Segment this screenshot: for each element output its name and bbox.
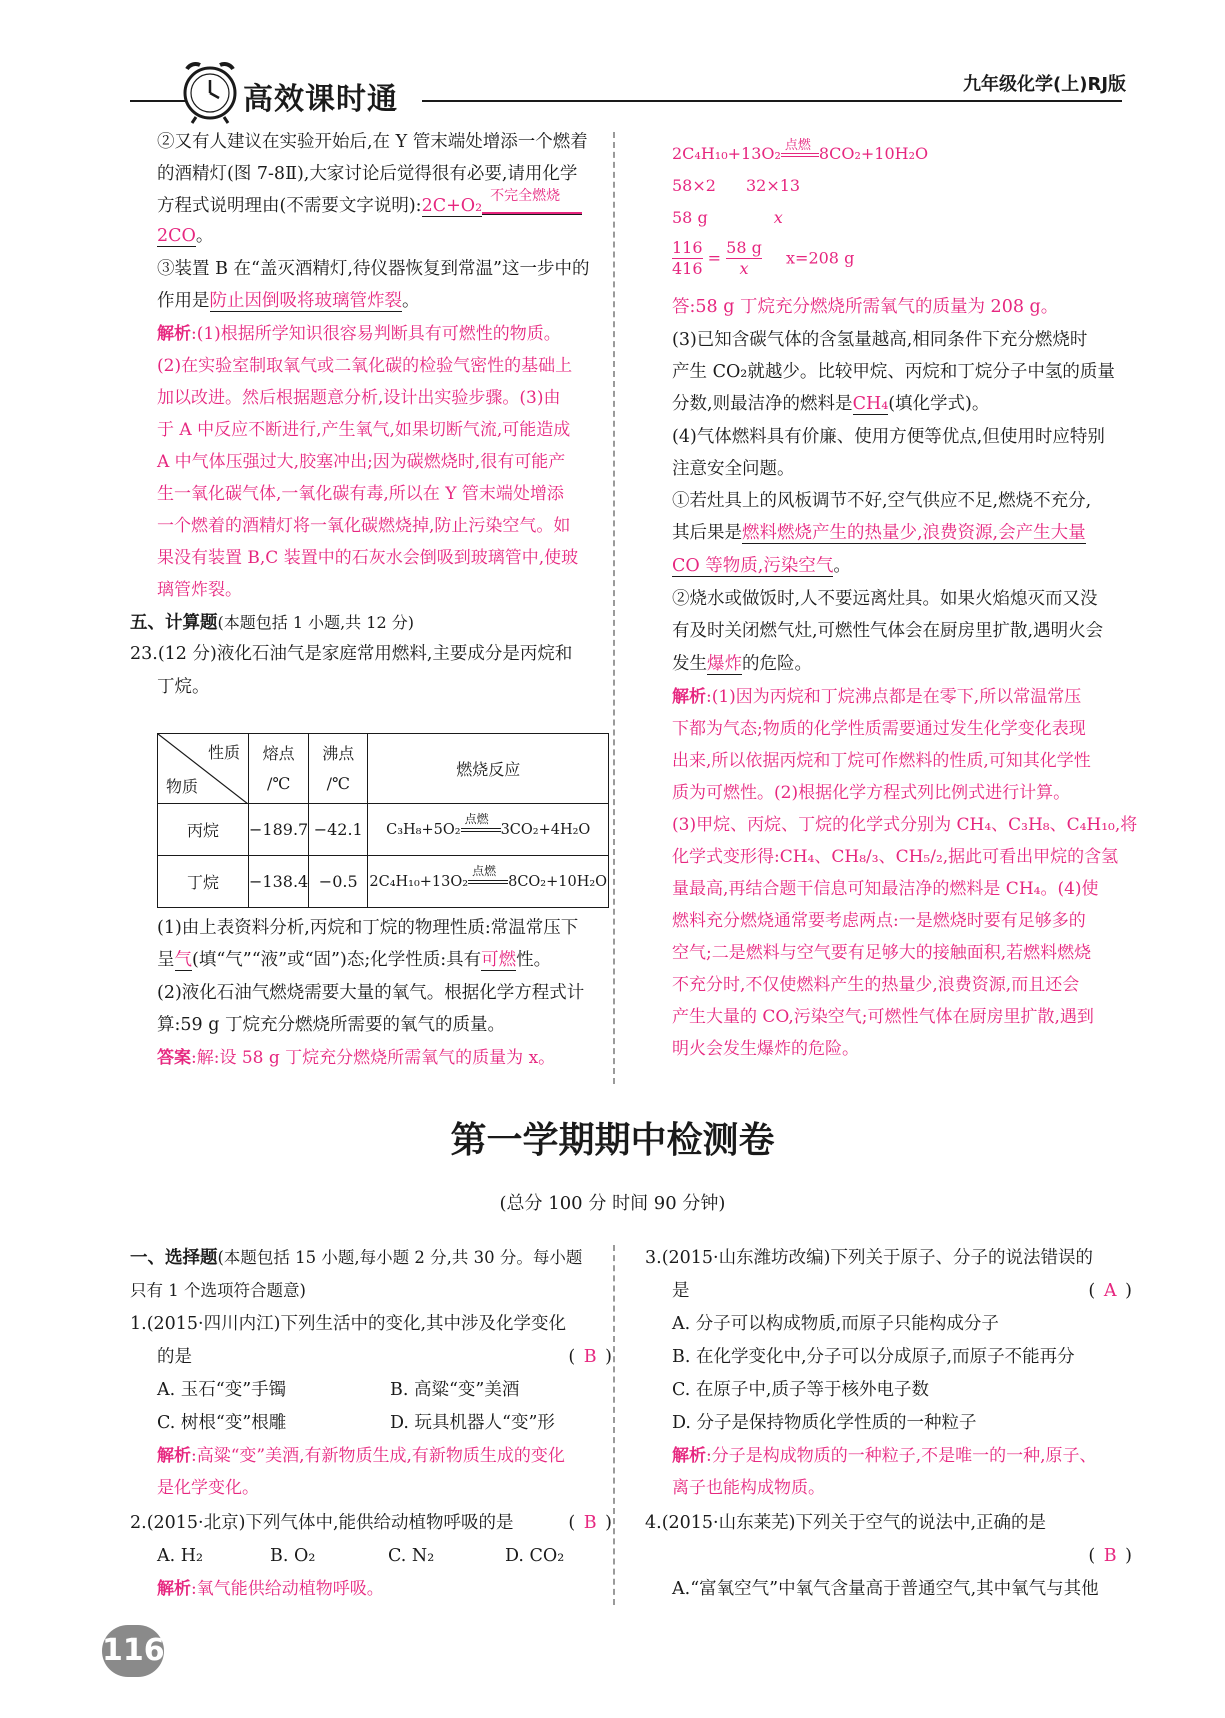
cell-name: 丁烷 [158,856,249,908]
brand-title: 高效课时通 [243,82,398,117]
explanation-line [672,686,1081,708]
section-title: 一、选择题 [130,1248,218,1268]
explanation-line [672,1445,1097,1467]
cell-reaction [368,856,609,908]
eq-arrow [468,863,508,884]
question-stem: 4.(2015·山东莱芜)下列关于空气的说法中,正确的是 [645,1513,1047,1533]
explanation-line: 于 A 中反应不断进行,产生氧气,如果切断气流,可能造成 [157,420,571,440]
explanation-line: 出来,所以依据丙烷和丁烷可作燃料的性质,可知其化学性 [672,751,1091,771]
calc-value: 58 g [672,208,708,227]
section-note: (本题包括 15 小题,每小题 2 分,共 30 分。每小题 [217,1248,583,1267]
page-number-badge [102,1625,164,1677]
explanation-line: 下都为气态;物质的化学性质需要通过发生化学变化表现 [672,719,1086,739]
exam-title: 第一学期期中检测卷 [450,1119,775,1161]
question-stem: 2.(2015·北京)下列气体中,能供给动植物呼吸的是 ( B ) [130,1513,612,1533]
table-row [158,856,609,908]
text-line [157,225,213,247]
explanation-line: 质为可燃性。(2)根据化学方程式列比例式进行计算。 [672,783,1071,803]
fraction [726,238,762,279]
text-suffix: 的危险。 [742,654,812,674]
text-line [157,290,420,312]
section-heading [130,1247,582,1269]
header-boiling-point [309,734,368,804]
alarm-clock-icon [178,55,242,125]
answer-eq-left: 2C+O₂ [421,196,483,216]
explanation-text: :氧气能供给动植物呼吸。 [191,1579,384,1599]
table-header-diagonal [158,734,249,804]
text-line [157,187,582,217]
calc-value: x [773,208,783,227]
section-note: (本题包括 1 小题,共 12 分) [217,613,414,632]
question-stem: 是 ( A ) [672,1281,1132,1301]
header-label: 沸点 [322,743,355,763]
explanation-label: 解析 [157,324,191,344]
question-stem: 3.(2015·山东潍坊改编)下列关于原子、分子的说法错误的 [645,1248,1093,1268]
eq-right: 3CO₂+4H₂O [500,821,591,838]
text-mid: (填“气”“液”或“固”)态;化学性质:具有 [192,950,482,970]
section-note: 只有 1 个选项符合题意) [130,1281,306,1300]
denominator: x [739,259,749,278]
option: B. 高粱“变”美酒 [390,1380,520,1400]
option: C. 在原子中,质子等于核外电子数 [672,1380,929,1400]
header-rule-right [422,100,1122,102]
eq-right: 8CO₂+10H₂O [508,873,608,890]
explanation-line: 明火会发生爆炸的危险。 [672,1039,859,1059]
answer-fill: 气 [174,950,192,970]
calc-line [672,175,800,197]
eq-condition: 点燃 [464,811,489,826]
calc-result: x=208 g [786,248,855,268]
property-table [157,733,609,908]
explanation-line [157,323,561,345]
result-line: 答:58 g 丁烷充分燃烧所需氧气的质量为 208 g。 [672,297,1059,317]
question-stem: 23.(12 分)液化石油气是家庭常用燃料,主要成分是丙烷和 [130,644,573,664]
cell-boiling: −42.1 [309,804,368,856]
calc-value: 58×2 [672,176,716,195]
text-prefix: 方程式说明理由(不需要文字说明): [157,196,422,216]
explanation-line: 是化学变化。 [157,1478,259,1498]
text-suffix: 是 [672,1281,690,1301]
section-heading [130,612,414,634]
numerator: 116 [672,238,703,257]
option: C. 树根“变”根雕 [157,1413,287,1433]
answer-fill: 防止因倒吸将玻璃管炸裂 [209,291,402,311]
text-line [672,653,812,675]
explanation-text: :高粱“变”美酒,有新物质生成,有新物质生成的变化 [191,1446,565,1466]
explanation-line: 离子也能构成物质。 [672,1478,825,1498]
text-suffix: 的是 [157,1347,192,1367]
option: A. H₂ [157,1546,204,1566]
eq-arrow [781,137,819,157]
explanation-line: 燃料充分燃烧通常要考虑两点:一是燃烧时要有足够多的 [672,911,1086,931]
header-substance: 物质 [166,777,199,796]
choice-answer: B [583,1513,597,1533]
column-divider [613,1245,615,1605]
eq-left: 2C₄H₁₀+13O₂ [672,144,781,163]
option: C. N₂ [388,1546,435,1566]
text-line: 产生 CO₂就越少。比较甲烷、丙烷和丁烷分子中氢的质量 [672,362,1115,382]
text-line: (2)液化石油气燃烧需要大量的氧气。根据化学方程式计 [157,983,585,1003]
explanation-text: :分子是构成物质的一种粒子,不是唯一的一种,原子、 [706,1446,1097,1466]
explanation-line: A 中气体压强过大,胶塞冲出;因为碳燃烧时,很有可能产 [157,452,566,472]
cell-reaction [368,804,609,856]
explanation-line: 量最高,再结合题干信息可知最洁净的燃料是 CH₄。(4)使 [672,879,1099,899]
numerator: 58 g [726,238,762,257]
explanation-line [157,1578,384,1600]
question-stem: 1.(2015·四川内江)下列生活中的变化,其中涉及化学变化 [130,1314,567,1334]
text-line: ①若灶具上的风板调节不好,空气供应不足,燃烧不充分, [672,491,1092,511]
option: A. 玉石“变”手镯 [157,1380,287,1400]
text-line: (1)由上表资料分析,丙烷和丁烷的物理性质:常温常压下 [157,918,579,938]
text-line: (4)气体燃料具有价廉、使用方便等优点,但使用时应特别 [672,427,1105,447]
explanation-line: 化学式变形得:CH₄、CH₈/₃、CH₅/₂,据此可看出甲烷的含氢 [672,847,1119,867]
calc-value: 32×13 [745,176,801,195]
answer-label: 答案 [157,1048,191,1068]
explanation-line: 产生大量的 CO,污染空气;可燃性气体在厨房里扩散,遇到 [672,1007,1094,1027]
answer-fill: CH₄ [852,394,889,414]
exam-subtitle: (总分 100 分 时间 90 分钟) [499,1193,726,1214]
explanation-text: :(1)因为丙烷和丁烷沸点都是在零下,所以常温常压 [706,687,1082,707]
explanation-line: 加以改进。然后根据题意分析,设计出实验步骤。(3)由 [157,388,561,408]
reaction-condition-label: 不完全燃烧 [490,187,561,204]
text-prefix: 作用是 [157,291,210,311]
cell-melting: −189.7 [249,804,309,856]
text-prefix: 分数,则最洁净的燃料是 [672,394,853,414]
option: A. 分子可以构成物质,而原子只能构成分子 [672,1314,999,1334]
text-line: 有及时关闭燃气灶,可燃性气体会在厨房里扩散,遇明火会 [672,621,1104,641]
question-text: 2.(2015·北京)下列气体中,能供给动植物呼吸的是 [130,1513,514,1533]
explanation-line: 生一氧化碳气体,一氧化碳有毒,所以在 Y 管末端处增添 [157,484,564,504]
explanation-label: 解析 [157,1446,191,1466]
answer-fill: 爆炸 [707,654,742,674]
explanation-line [157,1445,565,1467]
text-prefix: 发生 [672,654,707,674]
text-line [672,393,989,415]
table-row [158,804,609,856]
explanation-label: 解析 [672,687,706,707]
proportion: $\frac{116}{416}$ = $\frac{58 g}{x}$ x=208 g [672,238,855,278]
equation-line [672,137,929,165]
denominator: 416 [672,259,703,278]
eq-condition: 点燃 [784,137,811,153]
option: B. 在化学变化中,分子可以分成原子,而原子不能再分 [672,1347,1075,1367]
section-title: 五、计算题 [130,613,218,633]
eq-left: 2C₄H₁₀+13O₂ [369,873,469,890]
punct: 。 [402,291,420,311]
question-stem: 的是 ( B ) [157,1347,612,1367]
text-suffix: 性。 [516,950,552,970]
text-line: ②烧水或做饭时,人不要远离灶具。如果火焰熄灭而又没 [672,589,1098,609]
explanation-label: 解析 [157,1579,191,1599]
text-line [672,522,1086,544]
text-line: 算:59 g 丁烷充分燃烧所需要的氧气的质量。 [157,1015,505,1035]
cell-melting: −138.4 [249,856,309,908]
choice-answer: A [1103,1281,1117,1301]
answer-line [157,1047,555,1069]
page-number: 116 [102,1633,165,1668]
choice-answer: B [583,1347,597,1367]
eq-condition: 点燃 [472,863,497,878]
answer-text: :解:设 58 g 丁烷充分燃烧所需氧气的质量为 x。 [191,1048,556,1068]
explanation-line: 不充分时,不仅使燃料产生的热量少,浪费资源,而且还会 [672,975,1080,995]
explanation-line: 空气;二是燃料与空气要有足够大的接触面积,若燃料燃烧 [672,943,1092,963]
eq-arrow [461,811,501,832]
fraction [672,238,703,279]
option: D. 玩具机器人“变”形 [390,1413,555,1433]
option: A.“富氧空气”中氧气含量高于普通空气,其中氧气与其他 [672,1579,1099,1599]
answer-fill: 燃料燃烧产生的热量少,浪费资源,会产生大量 [742,523,1086,543]
reaction-condition [482,187,582,215]
header-reaction: 燃烧反应 [368,734,609,804]
explanation-label: 解析 [672,1446,706,1466]
text-line: 注意安全问题。 [672,459,795,479]
header-label: 熔点 [262,743,295,763]
punct: 。 [833,556,851,576]
explanation-line: (2)在实验室制取氧气或二氧化碳的检验气密性的基础上 [157,356,573,376]
cell-boiling: −0.5 [309,856,368,908]
eq-left: C₃H₈+5O₂ [386,821,461,838]
text-suffix: (填化学式)。 [888,394,990,414]
punct: 。 [195,226,214,246]
header-unit: /℃ [326,773,350,793]
text-line: (3)已知含碳气体的含氢量越高,相同条件下充分燃烧时 [672,330,1088,350]
text-prefix: 呈 [157,950,175,970]
explanation-line: 果没有装置 B,C 装置中的石灰水会倒吸到玻璃管中,使玻 [157,548,579,568]
cell-name: 丙烷 [158,804,249,856]
option: B. O₂ [270,1546,316,1566]
text-line: 的酒精灯(图 7-8Ⅱ),大家讨论后觉得很有必要,请用化学 [157,164,578,184]
explanation-line: 一个燃着的酒精灯将一氧化碳燃烧掉,防止污染空气。如 [157,516,571,536]
explanation-line: (3)甲烷、丙烷、丁烷的化学式分别为 CH₄、C₃H₈、C₄H₁₀,将 [672,815,1138,835]
text-line: ②又有人建议在实验开始后,在 Y 管末端处增添一个燃着 [157,132,588,152]
answer-fill: CO 等物质,污染空气 [672,556,834,576]
answer-eq-right: 2CO [157,226,196,246]
question-stem: 丁烷。 [157,677,210,697]
header-rule-left [130,100,185,102]
text-line [157,949,551,971]
header-unit: /℃ [266,773,291,793]
book-edition: 九年级化学(上)RJ版 [963,74,1127,95]
explanation-text: :(1)根据所学知识很容易判断具有可燃性的物质。 [191,324,561,344]
text-line: ③装置 B 在“盖灭酒精灯,待仪器恢复到常温”这一步中的 [157,259,590,279]
header-melting-point [249,734,309,804]
column-divider [613,132,615,1084]
eq-right: 8CO₂+10H₂O [818,144,929,163]
answer-fill: 可燃 [481,950,517,970]
option: D. CO₂ [505,1546,565,1566]
choice-answer: B [1103,1546,1117,1566]
option: D. 分子是保持物质化学性质的一种粒子 [672,1413,977,1433]
explanation-line: 璃管炸裂。 [157,580,242,600]
header-property: 性质 [207,743,240,762]
text-line [672,555,851,577]
calc-line [672,207,783,229]
text-prefix: 其后果是 [672,523,742,543]
